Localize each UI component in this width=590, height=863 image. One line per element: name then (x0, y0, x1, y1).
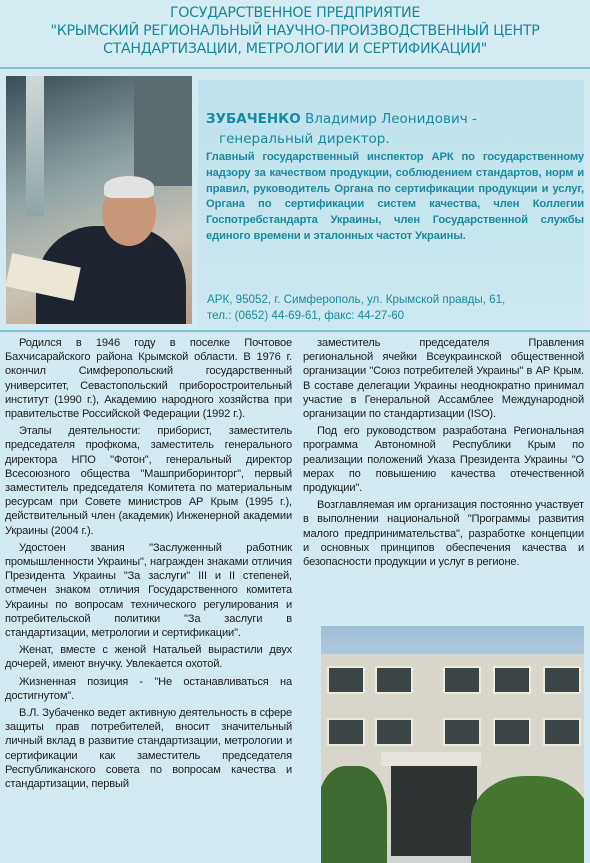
paragraph: Этапы деятельности: приборист, заместитель председателя профкома, заместитель генерального директора НПО "Фотон", генеральный директор Всесоюзного общества "Машприборинторг", первый заместитель председателя Комитета по материальным ресурсам при Совете министров АР Крым (1995 г.), действительный член (академик) Инженерной академии Украины (2004 г.). (5, 425, 292, 537)
profile-divider (0, 330, 590, 332)
portrait-hair (104, 176, 154, 198)
header-divider (0, 67, 590, 69)
paragraph: Женат, вместе с женой Натальей вырастили двух дочерей, имеют внучку. Увлекается охотой. (5, 644, 292, 671)
building-window (375, 718, 413, 746)
paragraph: Родился в 1946 году в поселке Почтовое Бахчисарайского района Крымской области. В 1976 г. окончил Симферопольский государственный университет, Севастопольский приборостроительный институт (1990 г.), Академию народного хозяйства при правительстве Российской Федерации (1992 г.). (5, 337, 292, 421)
building-photo (321, 626, 584, 863)
header-line-2: "КРЫМСКИЙ РЕГИОНАЛЬНЫЙ НАУЧНО-ПРОИЗВОДСТВЕННЫЙ ЦЕНТР (50, 23, 540, 39)
paragraph: Возглавляемая им организация постоянно участвует в выполнении национальной "Программы развития малого предпринимательства", разработке концепции и основных принципов обеспечения качества и безопасности продукции и услуг в регионе. (303, 499, 584, 569)
right-column (303, 336, 584, 572)
tree (321, 766, 387, 863)
building-canopy (381, 752, 481, 766)
paragraph: В.Л. Зубаченко ведет активную деятельность в сфере защиты прав потребителей, вносит значительный личный вклад в развитие стандартизации, метрологии и сертификации как заместитель председателя Республиканского совета по вопросам качества и стандартизации, первый (5, 707, 292, 791)
building-window (327, 666, 365, 694)
header-line-1: ГОСУДАРСТВЕННОЕ ПРЕДПРИЯТИЕ (169, 5, 421, 21)
paragraph: Жизненная позиция - "Не останавливаться на достигнутом". (5, 675, 292, 702)
building-window (327, 718, 365, 746)
building-window (543, 666, 581, 694)
building-window (493, 718, 531, 746)
director-given-names: Владимир Леонидович - (304, 111, 477, 127)
director-surname: ЗУБАЧЕНКО (206, 111, 301, 127)
page-header (0, 0, 590, 66)
phones: тел.: (0652) 44-69-61, факс: 44-27-60 (207, 309, 405, 322)
director-name (206, 110, 586, 129)
building-window (443, 718, 481, 746)
building-entrance (391, 766, 477, 856)
paragraph: заместитель председателя Правления региональной ячейки Всеукраинской общественной организации "Союз потребителей Украины" в АР Крым. В составе делегации Украины неоднократно принимал участие в Генеральной Ассамблее Международной организации по стандартизации (ISO). (303, 337, 584, 421)
left-column (5, 336, 292, 794)
building-window (493, 666, 531, 694)
building-window (443, 666, 481, 694)
paragraph: Удостоен звания "Заслуженный работник промышленности Украины", награжден знаками отличия Президента Украины "За заслуги" III и II степеней, отмечен знаком отличия Государственного комитета Украины по вопросам технического регулирования и потребительской политики "За заслуги в стандартизации, метрологии и сертификации". (5, 541, 292, 640)
building-window (375, 666, 413, 694)
address: АРК, 95052, г. Симферополь, ул. Крымской правды, 61, (207, 293, 506, 306)
director-titles: Главный государственный инспектор АРК по государственному надзору за качеством продукции, соблюдением стандартов, норм и правил, руководитель Органа по сертификации продукции и услуг, Органа по сертификации систем качества, член Коллегии Госпотребстандарта Украины, член Государственной службы единого времени и эталонных частот Украины. (206, 151, 584, 242)
portrait-lamp (26, 76, 44, 216)
building-window (543, 718, 581, 746)
director-position: генеральный директор. (219, 131, 390, 147)
header-line-3: СТАНДАРТИЗАЦИИ, МЕТРОЛОГИИ И СЕРТИФИКАЦИИ" (102, 41, 488, 57)
paragraph: Под его руководством разработана Региональная программа Автономной Республики Крым по реализации положений Указа Президента Украины "О мерах по повышению качества отечественной продукции". (303, 425, 584, 495)
tree (471, 776, 584, 863)
contact-info (207, 292, 585, 324)
director-portrait (6, 76, 192, 324)
portrait-shelf (134, 76, 192, 186)
